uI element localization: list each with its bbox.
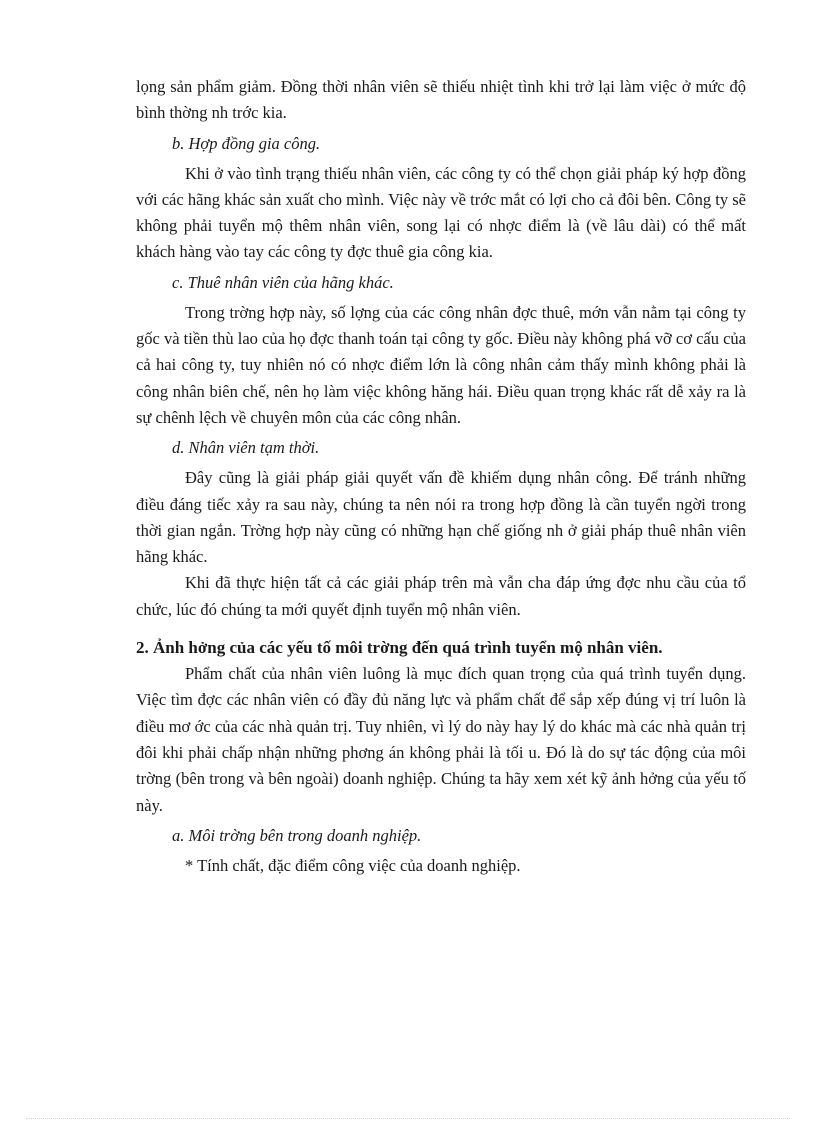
paragraph-contract-manufacturing: Khi ở vào tình trạng thiếu nhân viên, các công ty có thể chọn giải pháp ký hợp đồng với các hãng khác sản xuất cho mình. Việc này về trớc mắt có lợi cho cả đôi bên. Công ty sẽ không phải tuyển mộ thêm nhân viên, song lại có nhợc điểm là (về lâu dài) có thể mất khách hàng vào tay các công ty đợc thuê gia công kia. — [136, 163, 746, 262]
subheading-c: c. Thuê nhân viên của hãng khác. — [172, 272, 394, 292]
document-page — [136, 74, 746, 879]
paragraph-leased-staff: Trong trờng hợp này, số lợng của các công nhân đợc thuê, mớn vẫn nằm tại công ty gốc và tiền thù lao của họ đợc thanh toán tại công ty gốc. Điều này không phá vỡ cơ cấu của cả hai công ty, tuy nhiên nó có nhợc điểm lớn là công nhân cảm thấy mình không phải là công nhân biên chế, nên họ làm việc không hăng hái. Điều quan trọng khác rất dễ xảy ra là sự chênh lệch về chuyên môn của các công nhân. — [136, 302, 746, 427]
subheading-a: a. Môi trờng bên trong doanh nghiệp. — [172, 825, 422, 845]
subheading-d: d. Nhân viên tạm thời. — [172, 438, 320, 458]
paragraph-environment-factors: Phẩm chất của nhân viên luông là mục đích quan trọng của quá trình tuyển dụng. Việc tìm đợc các nhân viên có đầy đủ năng lực và phẩm chất để sắp xếp đúng vị trí luôn là điều mơ ớc của các nhà quản trị. Tuy nhiên, vì lý do này hay lý do khác mà các nhà quản trị đôi khi phải chấp nhận những phơng án không phải là tối u. Đó là do sự tác động của môi trờng (bên trong và bên ngoài) doanh nghiệp. Chúng ta hãy xem xét kỹ ảnh hởng của yếu tố này. — [136, 664, 746, 815]
paragraph-conclusion: Khi đã thực hiện tất cả các giải pháp trên mà vẫn cha đáp ứng đợc nhu cầu của tổ chức, lúc đó chúng ta mới quyết định tuyển mộ nhân viên. — [136, 573, 746, 619]
bullet-item: * Tính chất, đặc điểm công việc của doanh nghiệp. — [185, 855, 521, 875]
page-bottom-divider — [26, 1118, 790, 1119]
paragraph-continuation: lọng sản phẩm giảm. Đồng thời nhân viên sẽ thiếu nhiệt tình khi trở lại làm việc ở mức độ bình thờng nh trớc kia. — [136, 77, 746, 123]
paragraph-temporary-staff: Đây cũng là giải pháp giải quyết vấn đề khiếm dụng nhân công. Để tránh những điều đáng tiếc xảy ra sau này, chúng ta nên nói ra trong hợp đồng là cần tuyển ngời trong thời gian ngắn. Trờng hợp này cũng có những hạn chế giống nh ở giải pháp thuê nhân viên hãng khác. — [136, 468, 746, 567]
subheading-b: b. Hợp đồng gia công. — [172, 133, 321, 153]
section-heading-2: 2. Ảnh hởng của các yếu tố môi trờng đến quá trình tuyển mộ nhân viên. — [136, 638, 663, 658]
